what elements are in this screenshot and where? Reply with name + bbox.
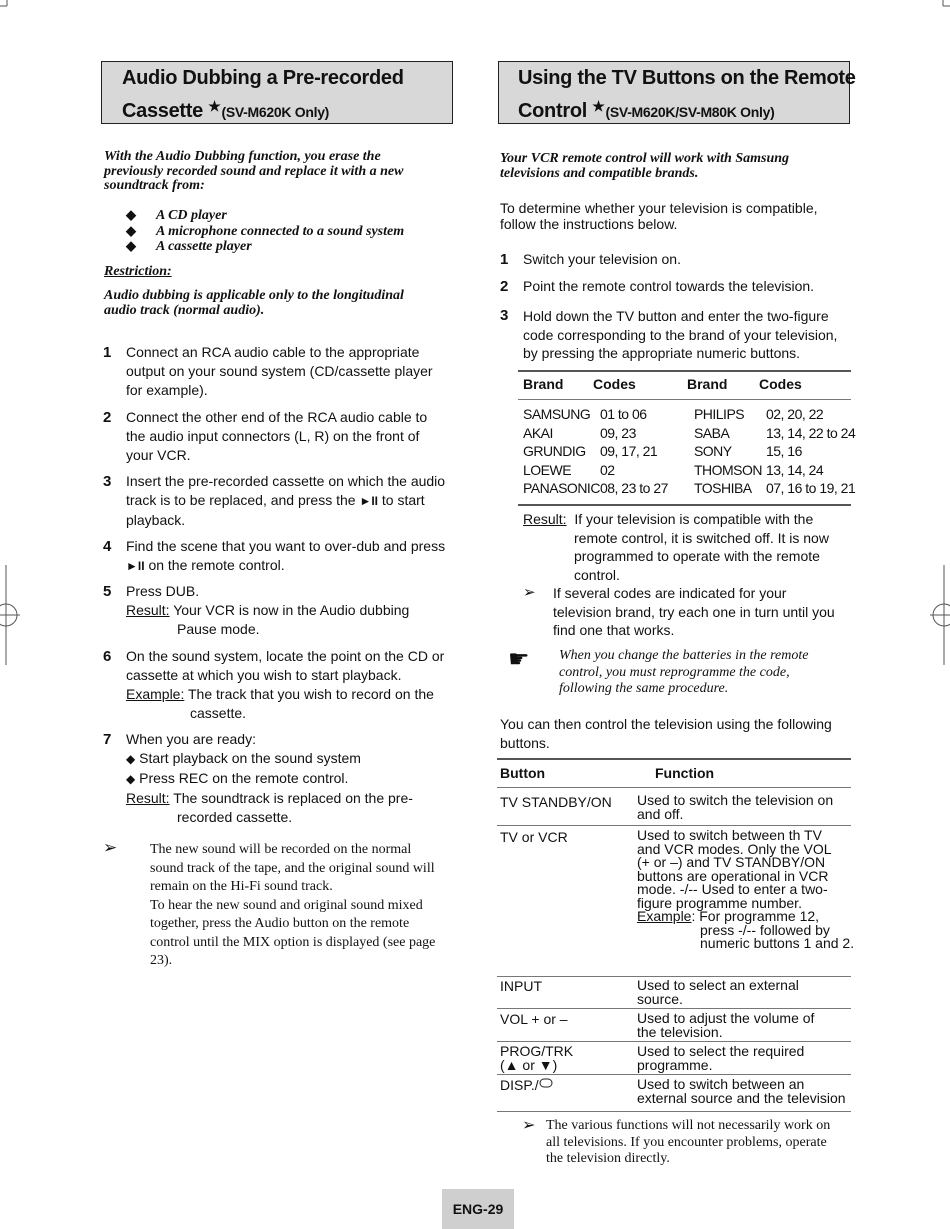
column-header: Codes — [593, 376, 636, 392]
left-title-line2: Cassette — [122, 100, 203, 122]
step-line: to start — [381, 492, 425, 508]
step-line: your VCR. — [126, 447, 191, 463]
tip-line: television brand, try each one in turn until you — [553, 603, 835, 620]
table-cell: SABA — [693, 424, 730, 441]
table-row-display — [500, 1078, 852, 1108]
result-line: control. — [574, 566, 620, 583]
button-name: TV STANDBY/ON — [500, 794, 612, 810]
function-line: buttons are operational in VCR — [637, 867, 829, 884]
paragraph-line: buttons. — [500, 734, 550, 751]
step-number: 2 — [500, 278, 509, 295]
function-line: and VCR modes. Only the VOL — [637, 840, 832, 857]
note-line: To hear the new sound and original sound mixed — [150, 897, 423, 913]
column-header: Function — [655, 765, 715, 781]
note-arrow-icon: ➢ — [103, 838, 118, 857]
column-header: Codes — [759, 376, 802, 392]
step-line: Find the scene that you want to over-dub and press — [126, 538, 446, 554]
note-line: control until the MIX option is displayed (see page — [150, 934, 436, 950]
table-cell: PANASONIC — [523, 480, 600, 496]
example-line: press -/-- followed by — [700, 921, 830, 938]
step-number: 5 — [103, 583, 112, 600]
table-cell: 13, 14, 24 — [765, 461, 824, 478]
table-cell: THOMSON — [693, 461, 762, 478]
table-cell: 01 to 06 — [599, 406, 647, 422]
pointing-hand-icon: ☛ — [508, 646, 530, 673]
crop-mark-top-right — [920, 0, 950, 12]
function-line: programme. — [637, 1056, 713, 1073]
table-row — [523, 479, 866, 498]
function-line: source. — [637, 990, 683, 1007]
step-line: Insert the pre-recorded cassette on which the audio — [126, 473, 446, 489]
star-icon: ★ — [592, 98, 605, 114]
step-number: 6 — [103, 648, 112, 665]
table-row — [523, 424, 866, 443]
tip-line: If several codes are indicated for your — [553, 585, 787, 601]
button-name: DISP./ — [500, 1077, 539, 1093]
left-intro-line: soundtrack from: — [104, 178, 205, 193]
function-line: the television. — [637, 1023, 723, 1040]
multiple-codes-tip — [553, 584, 853, 640]
table-cell: 13, 14, 22 to 24 — [765, 424, 856, 441]
step-number: 1 — [103, 344, 112, 361]
function-line: (+ or –) and TV STANDBY/ON — [637, 854, 826, 870]
table-cell: 08, 23 to 27 — [599, 480, 668, 496]
example-line: cassette. — [190, 705, 247, 721]
table-row-tv-or-vcr — [500, 827, 855, 975]
note-line: control, you must reprogramme the code, — [559, 664, 790, 680]
function-line: external source and the television — [637, 1089, 846, 1106]
button-name-part: or — [522, 1056, 535, 1073]
table-cell: 09, 23 — [599, 424, 636, 441]
result-label: Result: — [126, 602, 170, 618]
up-triangle-icon: ▲ — [504, 1056, 519, 1073]
step-line: Press DUB. — [126, 583, 200, 599]
right-title-line1: Using the TV Buttons on the Remote — [518, 67, 856, 89]
list-item — [126, 208, 456, 224]
tip-line: find one that works. — [553, 622, 675, 638]
table-cell: TOSHIBA — [693, 480, 752, 496]
step-line: code corresponding to the brand of your television, — [523, 326, 838, 343]
tip-arrow-icon: ➢ — [523, 584, 536, 601]
left-title-line1: Audio Dubbing a Pre-recorded — [122, 67, 404, 89]
result-label: Result: — [126, 790, 170, 806]
step-line: track is to be replaced, and press the — [126, 492, 356, 508]
note-line: 23). — [150, 953, 173, 968]
diamond-bullet-icon: ◆ — [126, 752, 136, 766]
example-line: : For programme 12, — [691, 908, 820, 924]
note-line: following the same procedure. — [559, 681, 729, 696]
function-line: figure programme number. — [637, 894, 802, 911]
star-icon: ★ — [208, 98, 221, 114]
note-line: remain on the Hi-Fi sound track. — [150, 879, 333, 894]
button-name: PROG/TRK — [500, 1043, 574, 1059]
column-header: Brand — [523, 376, 564, 392]
right-model-note: (SV-M620K/SV-M80K Only) — [605, 104, 775, 120]
source-bullet-list — [126, 208, 456, 255]
result-line: The soundtrack is replaced on the pre- — [173, 790, 413, 806]
play-pause-icon: ►II — [359, 494, 379, 508]
table-row-tv-standby — [500, 794, 852, 824]
step-number: 3 — [500, 307, 509, 324]
note-line: sound track of the tape, and the original sound will — [150, 860, 435, 876]
function-line: Used to switch the television on — [637, 792, 834, 808]
column-header: Brand — [687, 376, 728, 392]
function-line: Used to select an external — [637, 977, 799, 993]
left-section-title — [122, 64, 404, 126]
right-intro-line: Your VCR remote control will work with Samsung — [500, 151, 790, 166]
note-line: all televisions. If you encounter problems, operate — [546, 1134, 827, 1150]
step-line: the audio input connectors (L, R) on the front of — [126, 428, 420, 444]
row-divider — [497, 825, 851, 826]
registration-mark-left — [0, 565, 20, 665]
example-label: Example — [637, 908, 692, 924]
button-name: VOL + or – — [500, 1011, 568, 1027]
table-cell: PHILIPS — [693, 406, 745, 422]
left-section-header — [101, 61, 453, 124]
step-line: by pressing the appropriate numeric buttons. — [523, 345, 801, 361]
step-line: Hold down the TV button and enter the two-figure — [523, 308, 829, 324]
step-line: Point the remote control towards the television. — [523, 278, 815, 294]
table-cell: LOEWE — [523, 461, 572, 478]
table-row-prog-trk — [500, 1045, 852, 1073]
right-section-header — [498, 61, 856, 124]
result-line: programmed to operate with the remote — [574, 548, 820, 564]
page-number: ENG-29 — [442, 1189, 514, 1229]
function-table-top-rule — [497, 758, 851, 760]
step-line: cassette at which you wish to start playback. — [126, 667, 402, 683]
table-cell: AKAI — [523, 424, 553, 441]
left-note — [150, 841, 452, 971]
right-result — [523, 510, 853, 584]
function-line: mode. -/-- Used to enter a two- — [637, 881, 828, 897]
compatibility-paragraph — [500, 200, 850, 232]
final-note-arrow-icon: ➢ — [522, 1117, 536, 1134]
step-number: 7 — [103, 731, 112, 748]
example-label: Example: — [126, 686, 185, 702]
row-divider — [497, 1008, 851, 1009]
row-divider — [497, 787, 851, 788]
list-item — [126, 224, 456, 240]
registration-mark-right — [930, 565, 950, 665]
diamond-bullet-icon: ◆ — [126, 238, 136, 253]
result-line: Your VCR is now in the Audio dubbing — [173, 602, 410, 618]
restriction-label: Restriction: — [104, 264, 172, 279]
function-table-header — [500, 765, 850, 783]
left-model-note: (SV-M620K Only) — [221, 104, 330, 120]
paragraph-line: You can then control the television using the following — [500, 716, 832, 732]
bullet-text: A microphone connected to a sound system — [156, 223, 405, 239]
right-intro-line: televisions and compatible brands. — [500, 165, 699, 181]
step-line: When you are ready: — [126, 731, 256, 747]
button-name-part: ( — [500, 1056, 505, 1073]
table-cell: 02, 20, 22 — [765, 406, 824, 422]
step-bullet: Start playback on the sound system — [139, 750, 361, 766]
left-intro-line: With the Audio Dubbing function, you erase the — [104, 149, 381, 164]
step-line: output on your sound system (CD/cassette player — [126, 363, 433, 379]
crop-mark-top-left — [0, 0, 30, 12]
note-line: The new sound will be recorded on the normal — [150, 842, 412, 857]
note-line: When you change the batteries in the remote — [559, 648, 809, 663]
paragraph-line: To determine whether your television is compatible, — [500, 200, 818, 216]
restriction-line: audio track (normal audio). — [104, 302, 265, 318]
bullet-text: A CD player — [156, 208, 227, 223]
function-line: Used to switch between an — [637, 1076, 805, 1092]
play-pause-icon: ►II — [126, 559, 145, 573]
function-line: Used to adjust the volume of — [637, 1010, 815, 1026]
table-cell: 07, 16 to 19, 21 — [765, 480, 856, 496]
table-cell: 15, 16 — [765, 443, 802, 459]
table-row — [523, 461, 866, 480]
table-cell: 02 — [599, 461, 615, 478]
table-cell: SONY — [693, 443, 732, 459]
note-line: together, press the Audio button on the remote — [150, 916, 410, 931]
button-name-part: ) — [552, 1056, 558, 1073]
diamond-bullet-icon: ◆ — [126, 222, 136, 238]
final-note — [546, 1118, 850, 1168]
table-cell: GRUNDIG — [523, 443, 586, 459]
right-section-title — [518, 64, 856, 126]
result-line: If your television is compatible with the — [574, 511, 814, 527]
button-name: INPUT — [500, 978, 542, 994]
diamond-bullet-icon: ◆ — [126, 207, 136, 222]
step-line: On the sound system, locate the point on the CD or — [126, 648, 445, 664]
example-line: numeric buttons 1 and 2. — [700, 935, 855, 951]
codes-table-top-rule — [518, 370, 851, 372]
codes-table-bottom-rule — [518, 504, 851, 506]
example-line: The track that you wish to record on the — [188, 686, 434, 702]
down-triangle-icon: ▼ — [538, 1056, 553, 1073]
result-line: remote control, it is switched off. It is now — [574, 529, 829, 546]
function-line: and off. — [637, 805, 684, 822]
row-divider — [497, 1111, 851, 1112]
step-bullet: Press REC on the remote control. — [139, 770, 349, 786]
codes-table-header — [523, 376, 853, 394]
table-cell: SAMSUNG — [523, 406, 591, 422]
step-line: Connect an RCA audio cable to the appropriate — [126, 344, 420, 360]
result-line: recorded cassette. — [177, 809, 293, 825]
column-header: Button — [500, 765, 546, 781]
step-number: 2 — [103, 409, 112, 426]
list-item — [126, 239, 456, 255]
function-line: Used to switch between th TV — [637, 827, 822, 843]
step-number: 1 — [500, 251, 509, 268]
right-intro — [500, 152, 850, 181]
button-name: TV or VCR — [500, 829, 568, 845]
table-cell: 09, 17, 21 — [599, 443, 658, 459]
step-number: 4 — [103, 538, 112, 555]
brand-codes-table — [523, 405, 866, 498]
diamond-bullet-icon: ◆ — [126, 772, 136, 786]
note-line: the television directly. — [546, 1151, 670, 1166]
step-line: on the remote control. — [148, 557, 285, 573]
control-intro — [500, 715, 852, 752]
row-divider — [497, 1041, 851, 1042]
bullet-text: A cassette player — [156, 239, 252, 254]
left-intro-line: previously recorded sound and replace it with a new — [104, 163, 404, 179]
left-intro — [104, 150, 454, 194]
codes-table-header-rule — [518, 399, 851, 400]
step-line: Switch your television on. — [523, 251, 681, 267]
display-button-icon — [539, 1078, 553, 1088]
step-number: 3 — [103, 473, 112, 490]
step-line: playback. — [126, 512, 186, 528]
paragraph-line: follow the instructions below. — [500, 216, 678, 232]
table-row-volume — [500, 1012, 852, 1040]
restriction-text — [104, 289, 454, 318]
table-row — [523, 405, 866, 424]
result-label: Result: — [523, 511, 567, 527]
row-divider — [497, 1074, 851, 1075]
battery-note — [559, 648, 851, 698]
table-row-input — [500, 979, 852, 1007]
right-title-line2: Control — [518, 100, 587, 122]
function-line: Used to select the required — [637, 1043, 805, 1059]
step-line: Connect the other end of the RCA audio cable to — [126, 409, 428, 425]
step-line: for example). — [126, 382, 208, 398]
table-row — [523, 442, 866, 461]
restriction-line: Audio dubbing is applicable only to the longitudinal — [104, 288, 404, 303]
note-line: The various functions will not necessarily work on — [546, 1118, 831, 1133]
result-line: Pause mode. — [177, 621, 260, 637]
